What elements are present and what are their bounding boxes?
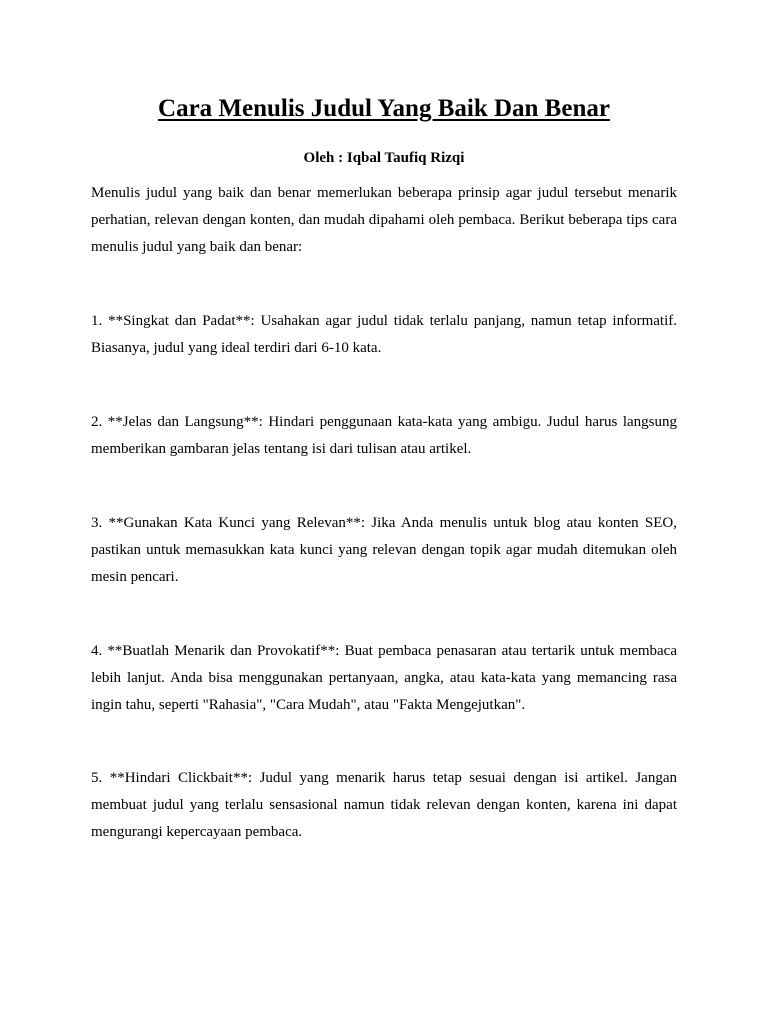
document-title: Cara Menulis Judul Yang Baik Dan Benar <box>158 95 610 122</box>
intro-paragraph: Menulis judul yang baik dan benar memerlukan beberapa prinsip agar judul tersebut menarik perhatian, relevan dengan konten, dan mudah dipahami oleh pembaca. Berikut beberapa tips cara menulis judul yang baik dan benar: <box>91 185 677 255</box>
tip-paragraph-5: 5. **Hindari Clickbait**: Judul yang menarik harus tetap sesuai dengan isi artikel. Jangan membuat judul yang terlalu sensasional namun tidak relevan dengan konten, karena ini dapat mengurangi kepercayaan pembaca. <box>91 770 677 840</box>
tip-paragraph-3: 3. **Gunakan Kata Kunci yang Relevan**: Jika Anda menulis untuk blog atau konten SEO, pastikan untuk memasukkan kata kunci yang relevan dengan topik agar mudah ditemukan oleh mesin pencari. <box>91 515 677 585</box>
tip-paragraph-2: 2. **Jelas dan Langsung**: Hindari penggunaan kata-kata yang ambigu. Judul harus langsung memberikan gambaran jelas tentang isi dari tulisan atau artikel. <box>91 414 677 457</box>
author-line: Oleh : Iqbal Taufiq Rizqi <box>303 150 465 166</box>
tip-paragraph-1: 1. **Singkat dan Padat**: Usahakan agar judul tidak terlalu panjang, namun tetap informatif. Biasanya, judul yang ideal terdiri dari 6-10 kata. <box>91 313 677 356</box>
tip-paragraph-4: 4. **Buatlah Menarik dan Provokatif**: Buat pembaca penasaran atau tertarik untuk membaca lebih lanjut. Anda bisa menggunakan pertanyaan, angka, atau kata-kata yang memancing rasa ingin tahu, seperti "Rahasia", "Cara Mudah", atau "Fakta Mengejutkan". <box>91 643 677 713</box>
